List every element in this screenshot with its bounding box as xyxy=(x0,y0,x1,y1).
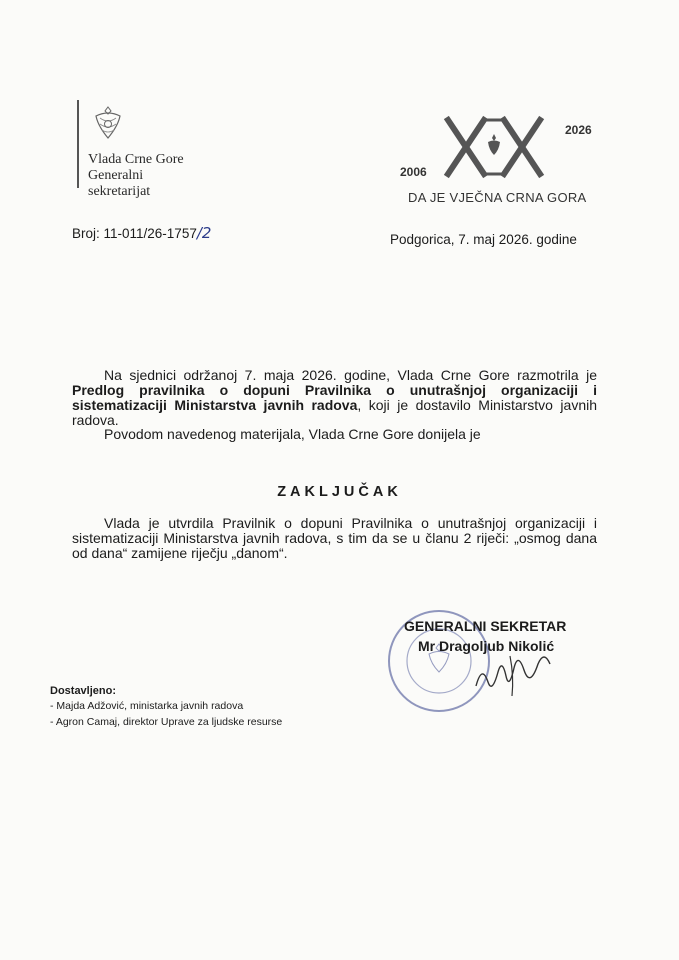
paragraph-session xyxy=(72,368,597,428)
gov-line-1: Vlada Crne Gore xyxy=(88,152,184,167)
broj-label: Broj: 11-011/26-1757 xyxy=(72,226,197,241)
header-divider xyxy=(77,100,79,188)
gov-line-2: Generalni xyxy=(88,168,144,183)
place-date: Podgorica, 7. maj 2026. godine xyxy=(390,232,577,247)
signatory-name: Mr Dragoljub Nikolić xyxy=(418,638,555,654)
distribution-title: Dostavljeno: xyxy=(50,685,117,697)
paragraph-decision-intro: Povodom navedenog materijala, Vlada Crne Gore donijela je xyxy=(104,426,481,442)
logo-year-left: 2006 xyxy=(400,165,427,179)
paragraph-conclusion: Vlada je utvrdila Pravilnik o dopuni Pravilnika o unutrašnjoj organizaciji i sistematizaciji Ministarstva javnih radova, s tim da se u članu 2 riječi: „osmog dana od dana“ zamijene riječju „danom“. xyxy=(72,515,597,561)
distribution-item: - Majda Adžović, ministarka javnih radova xyxy=(50,700,244,712)
gov-line-3: sekretarijat xyxy=(88,184,151,199)
coat-of-arms-icon xyxy=(88,104,128,144)
distribution-item: - Agron Camaj, direktor Uprave za ljudske resurse xyxy=(50,716,283,728)
p1-text-c: , koji je dostavilo Ministarstvo javnih radova. xyxy=(72,397,597,428)
reference-number xyxy=(72,224,211,242)
logo-year-right: 2026 xyxy=(565,123,592,137)
tagline: DA JE VJEČNA CRNA GORA xyxy=(408,190,587,205)
p1-text-a: Na sjednici održanoj 7. maja 2026. godine, Vlada Crne Gore razmotrila je xyxy=(104,367,597,383)
signatory-title: GENERALNI SEKRETAR xyxy=(404,618,567,634)
p1-text-bold: Predlog pravilnika o dopuni Pravilnika o unutrašnjoj organizaciji i sistematizaciji Ministarstva javnih radova xyxy=(72,382,597,413)
broj-handwritten: /2 xyxy=(196,224,212,242)
government-name xyxy=(88,152,184,200)
handwritten-signature xyxy=(470,646,570,706)
conclusion-heading: ZAKLJUČAK xyxy=(277,484,402,500)
